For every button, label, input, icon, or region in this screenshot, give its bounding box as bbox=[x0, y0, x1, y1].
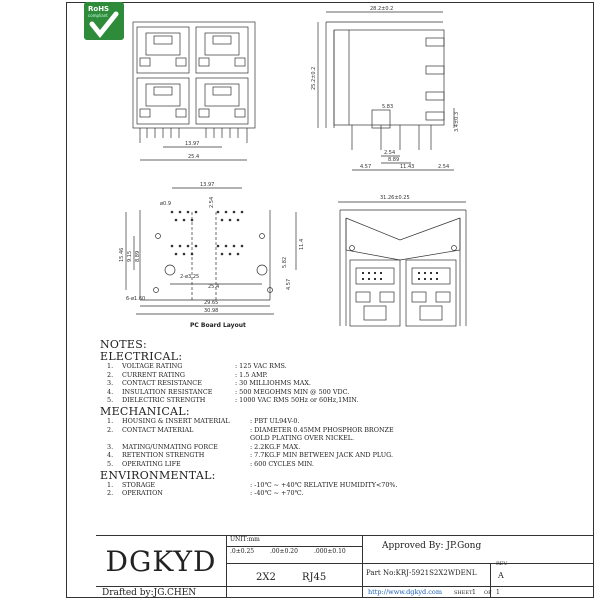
unit-label: UNIT:mm bbox=[230, 536, 260, 543]
part-number: Part No:KRJ-5921S2X2WDENL bbox=[366, 569, 477, 577]
note-number: 1. bbox=[107, 480, 114, 489]
environmental-heading: ENVIRONMENTAL: bbox=[100, 468, 216, 482]
note-label: MATING/UNMATING FORCE bbox=[122, 442, 218, 451]
note-row bbox=[100, 481, 500, 490]
note-label: HOUSING & INSERT MATERIAL bbox=[122, 416, 230, 425]
tolerance-1: .0±0.25 bbox=[230, 548, 255, 555]
pcb-dim-114: 11.4 bbox=[299, 238, 305, 250]
note-label: DIELECTRIC STRENGTH bbox=[122, 396, 206, 405]
pcb-dim-254: 2.54 bbox=[209, 196, 215, 208]
note-row bbox=[100, 396, 500, 405]
note-value: : 1000 VAC RMS 50Hz or 60Hz,1MIN. bbox=[235, 396, 359, 405]
approved-by: Approved By: JP.Gong bbox=[382, 541, 482, 551]
note-label: OPERATING LIFE bbox=[122, 459, 181, 468]
environmental-list bbox=[100, 481, 500, 498]
dim-front-width: 31.26±0.25 bbox=[380, 195, 410, 201]
pcb-dim-254w: 25.4 bbox=[208, 284, 220, 290]
technical-drawing bbox=[66, 2, 594, 332]
note-number: 1. bbox=[107, 362, 114, 370]
note-row bbox=[100, 443, 500, 452]
note-value: : 500 MEGOHMS MIN @ 500 VDC. bbox=[235, 387, 350, 396]
pcb-dim-915: 9.15 bbox=[127, 250, 133, 262]
pcb-dim-1397: 13.97 bbox=[200, 182, 215, 188]
dim-254: 25.4 bbox=[188, 154, 200, 160]
note-value: : 125 VAC RMS. bbox=[235, 362, 287, 370]
company-url[interactable]: http://www.dgkyd.com bbox=[368, 588, 443, 596]
note-value: : -40℃ ~ +70℃. bbox=[250, 489, 304, 498]
dim-254c: 2.54 bbox=[438, 164, 450, 170]
svg-text:RoHS: RoHS bbox=[88, 5, 110, 13]
note-value: GOLD PLATING OVER NICKEL. bbox=[250, 434, 355, 443]
note-row bbox=[100, 434, 500, 443]
note-number: 5. bbox=[107, 396, 114, 405]
note-number: 5. bbox=[107, 459, 114, 468]
note-label: VOLTAGE RATING bbox=[122, 362, 183, 370]
note-number: 2. bbox=[107, 425, 114, 434]
pcb-dim-2965: 29.65 bbox=[204, 300, 219, 306]
notes-title: NOTES: bbox=[100, 338, 148, 351]
note-value: : DIAMETER 0.45MM PHOSPHOR BRONZE bbox=[250, 425, 394, 434]
desc-2x2: 2X2 bbox=[256, 572, 276, 583]
note-number: 1. bbox=[107, 416, 114, 425]
note-label: CURRENT RATING bbox=[122, 370, 186, 379]
note-row bbox=[100, 371, 500, 380]
dim-side-height: 25.2±0.2 bbox=[311, 66, 317, 90]
rev-label: REV. bbox=[496, 561, 508, 567]
note-row bbox=[100, 451, 500, 460]
note-value: : 600 CYCLES MIN. bbox=[250, 459, 314, 468]
svg-text:compliant: compliant bbox=[88, 13, 108, 18]
rev-value: A bbox=[498, 571, 504, 580]
pcb-dim-09: ø0.9 bbox=[160, 201, 172, 207]
pcb-dim-325: 2-ø3.25 bbox=[180, 274, 200, 280]
electrical-list bbox=[100, 362, 500, 405]
pcb-dim-160: 6-ø1.60 bbox=[126, 296, 146, 302]
pcb-dim-1546: 15.46 bbox=[119, 247, 125, 262]
note-label: INSULATION RESISTANCE bbox=[122, 387, 213, 396]
dim-457: 4.57 bbox=[360, 164, 372, 170]
mechanical-list bbox=[100, 417, 500, 469]
dim-254b: 2.54 bbox=[384, 150, 396, 156]
dim-583: 5.83 bbox=[382, 104, 394, 110]
pcb-dim-889: 8.89 bbox=[135, 250, 141, 262]
dim-889: 8.89 bbox=[388, 157, 400, 163]
note-number: 2. bbox=[107, 370, 114, 379]
dim-1397: 13.97 bbox=[185, 141, 200, 147]
note-value: : 30 MILLIOHMS MAX. bbox=[235, 379, 311, 388]
side-view bbox=[318, 12, 454, 170]
sheet-label: SHEET bbox=[454, 590, 473, 596]
mechanical-heading: MECHANICAL: bbox=[100, 404, 190, 418]
tolerance-2: .00±0.20 bbox=[270, 548, 298, 555]
note-label: OPERATION bbox=[122, 489, 163, 498]
note-number: 4. bbox=[107, 387, 114, 396]
desc-rj45: RJ45 bbox=[302, 572, 327, 583]
note-number: 2. bbox=[107, 489, 114, 498]
sheet-number: 1 bbox=[472, 589, 476, 596]
of-label: OF bbox=[484, 590, 492, 596]
dim-top-width: 28.2±0.2 bbox=[370, 6, 394, 12]
title-block bbox=[96, 535, 594, 598]
note-number: 3. bbox=[107, 442, 114, 451]
front-view bbox=[133, 22, 255, 160]
note-row bbox=[100, 379, 500, 388]
tolerance-3: .000±0.10 bbox=[314, 548, 346, 555]
note-row bbox=[100, 417, 500, 426]
note-value: : 1.5 AMP. bbox=[235, 370, 268, 379]
port-view bbox=[338, 202, 466, 326]
note-row bbox=[100, 388, 500, 397]
note-value: : PBT UL94V-0. bbox=[250, 416, 300, 425]
note-value: : 7.7KG.F MIN BETWEEN JACK AND PLUG. bbox=[250, 451, 394, 460]
electrical-heading: ELECTRICAL: bbox=[100, 350, 183, 363]
note-label: STORAGE bbox=[122, 480, 156, 489]
company-logo: DGKYD bbox=[105, 544, 217, 578]
sheet-total: 1 bbox=[496, 589, 500, 596]
pcb-caption: PC Board Layout bbox=[190, 322, 246, 329]
note-label: RETENTION STRENGTH bbox=[122, 451, 205, 460]
note-number: 4. bbox=[107, 451, 114, 460]
pcb-dim-3098: 30.98 bbox=[204, 308, 219, 314]
note-label: CONTACT MATERIAL bbox=[122, 425, 194, 434]
note-label: CONTACT RESISTANCE bbox=[122, 379, 202, 388]
note-number: 3. bbox=[107, 379, 114, 388]
notes-section bbox=[100, 338, 500, 498]
dim-3418: 3.4±0.3 bbox=[454, 111, 460, 132]
pcb-dim-457: 4.57 bbox=[286, 278, 292, 290]
dim-1143: 11.43 bbox=[400, 164, 415, 170]
note-row bbox=[100, 460, 500, 469]
note-row bbox=[100, 362, 500, 371]
drafted-by: Drafted by:JG.CHEN bbox=[102, 588, 197, 598]
note-value: : 2.2KG.F MAX. bbox=[250, 442, 301, 451]
note-value: : -10℃ ~ +40℃ RELATIVE HUMIDITY<70%. bbox=[250, 480, 398, 489]
note-row bbox=[100, 426, 500, 435]
pcb-dim-582: 5.82 bbox=[282, 256, 288, 268]
note-row bbox=[100, 489, 500, 498]
